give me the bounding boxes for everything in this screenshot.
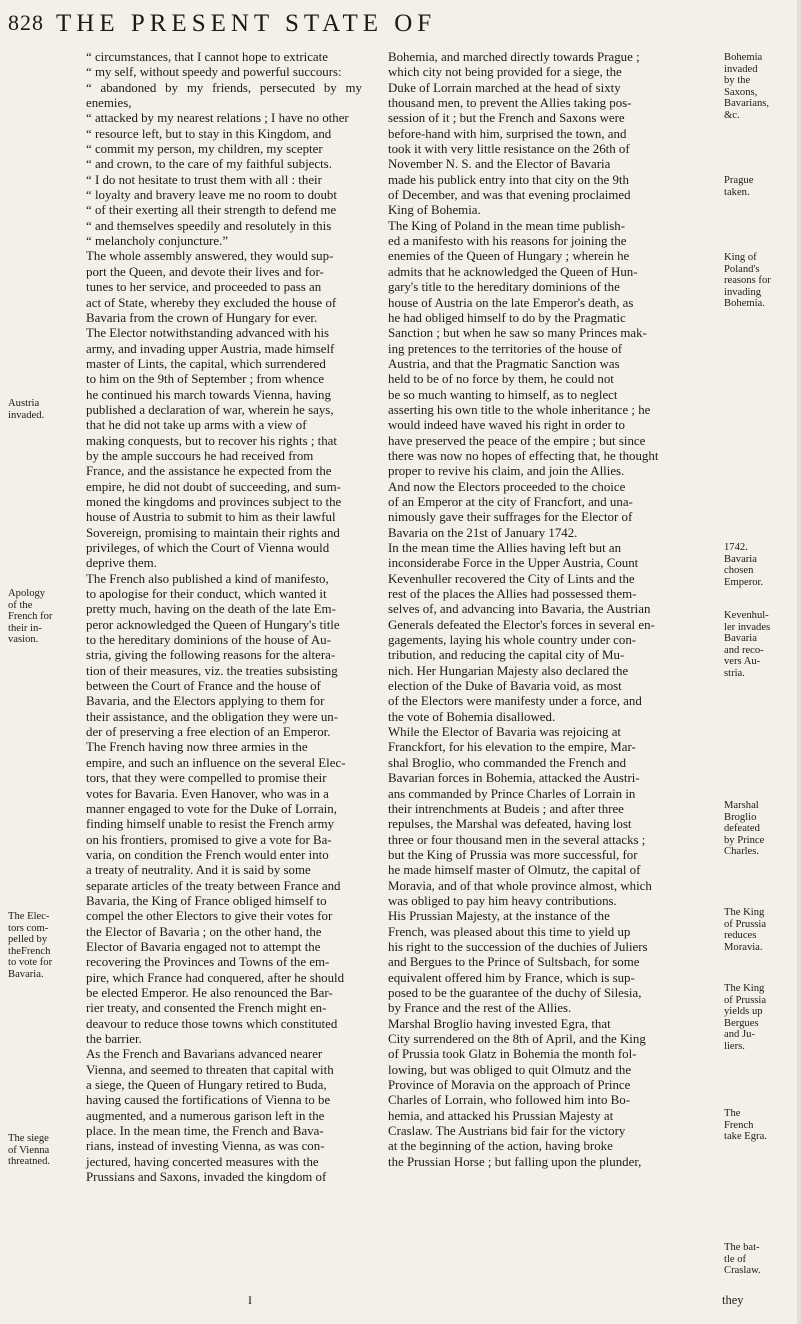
running-head: THE PRESENT STATE OF xyxy=(56,10,437,37)
margin-note: The Elec- tors com- pelled by theFrench to vote for Bavaria. xyxy=(8,911,53,980)
page-number: 828 xyxy=(8,10,44,35)
page-header xyxy=(0,10,801,44)
margin-note: King of Poland's reasons for invading Bohemia. xyxy=(724,252,771,310)
left-text-column: “ circumstances, that I cannot hope to extricate “ my self, without speedy and powerful succours: “ abandoned by my friends, persecuted by my enemies, “ attacked by my nearest relations ; I have no other “ resource left, but to stay in this Kingdom, and “ commit my person, my children, my scepter “ and crown, to the care of my faithful subjects. “ I do not hesitate to trust them with all : their “ loyalty and bravery leave me no room to doubt “ of their exerting all their strength to defend me “ and themselves speedily and resolutely in this “ melancholy conjuncture.” The whole assembly answered, they would sup- port the Queen, and devote their lives and for- tunes to her service, and proceeded to pass an act of State, whereby they excluded the house of Bavaria from the crown of Hungary for ever. The Elector notwithstanding advanced with his army, and invading upper Austria, made himself master of Lints, the capital, which surrendered to him on the 9th of September ; from whence he continued his march towards Vienna, having published a declaration of war, wherein he says, that he did not take up arms with a view of making conquests, but to recover his rights ; that by the ample succours he had received from France, and the assistance he expected from the empire, he did not doubt of succeeding, and sum- moned the kingdoms and provinces subject to the house of Austria to submit to him as their lawful Sovereign, promising to maintain their rights and privileges, of which the Court of Vienna would deprive them. The French also published a kind of manifesto, to apologise for their conduct, which wanted it pretty much, having on the death of the late Em- peror acknowledged the Queen of Hungary's title to the hereditary dominions of the house of Au- stria, giving the following reasons for the altera- tion of their measures, viz. the treaties subsisting between the Court of France and the house of Bavaria, and the Electors applying to them for their assistance, and the obligation they were un- der of preserving a free election of an Emperor. The French having now three armies in the empire, and such an influence on the several Elec- tors, that they were compelled to promise their votes for Bavaria. Even Hanover, who was in a manner engaged to vote for the Duke of Lorrain, finding himself unable to resist the French army on his frontiers, promised to give a vote for Ba- varia, on condition the French would enter into a treaty of neutrality. And it is said by some separate articles of the treaty between France and Bavaria, the King of France obliged himself to compel the other Electors to give their votes for the Elector of Bavaria ; on the other hand, the Elector of Bavaria engaged not to attempt the recovering the Provinces and Towns of the em- pire, which France had conquered, after he should be elected Emperor. He also renounced the Bar- rier treaty, and consented the French might en- deavour to reduce those towns which constituted the barrier. As the French and Bavarians advanced nearer Vienna, and seemed to threaten that capital with a siege, the Queen of Hungary retired to Buda, having caused the fortifications of Vienna to be augmented, and a numerous garison left in the place. In the mean time, the French and Bava- rians, instead of investing Vienna, as was con- jectured, having concerted measures with the Prussians and Saxons, invaded the kingdom of xyxy=(86,50,362,1185)
margin-note: Apology of the French for their in- vasion. xyxy=(8,588,53,646)
margin-note: 1742. Bavaria chosen Emperor. xyxy=(724,542,764,588)
margin-note: The King of Prussia reduces Moravia. xyxy=(724,907,767,953)
catchword: they xyxy=(722,1293,744,1307)
margin-note: Marshal Broglio defeated by Prince Charles. xyxy=(724,800,765,858)
margin-note: The French take Egra. xyxy=(724,1108,767,1143)
signature-mark: I xyxy=(248,1293,252,1307)
margin-note: Kevenhul- ler invades Bavaria and reco- vers Au- stria. xyxy=(724,610,771,679)
margin-note: The King of Prussia yields up Bergues and Ju- liers. xyxy=(724,983,767,1052)
page-edge xyxy=(797,0,801,1324)
margin-note: Prague taken. xyxy=(724,175,754,198)
margin-note: The siege of Vienna threatned. xyxy=(8,1133,51,1168)
right-text-column: Bohemia, and marched directly towards Prague ; which city not being provided for a siege, the Duke of Lorrain marched at the head of sixty thousand men, to prevent the Allies taking pos- session of it ; but the French and Saxons were before-hand with him, surprised the town, and took it with very little resistance on the 26th of November N. S. and the Elector of Bavaria made his publick entry into that city on the 9th of December, and was that evening proclaimed King of Bohemia. The King of Poland in the mean time publish- ed a manifesto with his reasons for joining the enemies of the Queen of Hungary ; wherein he admits that he acknowledged the Queen of Hun- gary's title to the hereditary dominions of the house of Austria on the late Emperor's death, as he had obliged himself to do by the Pragmatic Sanction ; but when he saw so many Princes mak- ing pretences to the territories of the house of Austria, and that the Pragmatic Sanction was held to be of no force by them, he could not be so much wanting to himself, as to neglect asserting his own title to the whole inheritance ; he would indeed have waved his right in order to have preserved the peace of the empire ; but since there was now no hopes of effecting that, he thought proper to revive his claim, and join the Allies. And now the Electors proceeded to the choice of an Emperor at the city of Francfort, and una- nimously gave their suffrages for the Elector of Bavaria on the 21st of January 1742. In the mean time the Allies having left but an inconsiderabe Force in the Upper Austria, Count Kevenhuller recovered the City of Lints and the rest of the places the Allies had possessed them- selves of, and advancing into Bavaria, the Austrian Generals defeated the Elector's forces in several en- gagements, laying his whole country under con- tribution, and reducing the capital city of Mu- nich. Her Hungarian Majesty also declared the election of the Duke of Bavaria void, as most of the Electors were manifesty under a force, and the vote of Bohemia disallowed. While the Elector of Bavaria was rejoicing at Franckfort, for his elevation to the empire, Mar- shal Broglio, who commanded the French and Bavarian forces in Bohemia, attacked the Austri- ans commanded by Prince Charles of Lorrain in their intrenchments at Budeis ; and after three repulses, the Marshal was defeated, having lost three or four thousand men in the several attacks ; but the King of Prussia was more successful, for he made himself master of Olmutz, the capital of Moravia, and of that whole province almost, which was obliged to pay him heavy contributions. His Prussian Majesty, at the instance of the French, was pleased about this time to yield up his right to the succession of the duchies of Juliers and Bergues to the Prince of Sultsbach, for some equivalent offered him by France, which is sup- posed to be the guarantee of the duchy of Silesia, by France and the rest of the Allies. Marshal Broglio having invested Egra, that City surrendered on the 8th of April, and the King of Prussia took Glatz in Bohemia the month fol- lowing, but was obliged to quit Olmutz and the Province of Moravia on the approach of Prince Charles of Lorrain, who followed him into Bo- hemia, and attacked his Prussian Majesty at Craslaw. The Austrians bid fair for the victory at the beginning of the action, having broke the Prussian Horse ; but falling upon the plunder, xyxy=(388,50,659,1169)
margin-note: Austria invaded. xyxy=(8,398,45,421)
margin-note: The bat- tle of Craslaw. xyxy=(724,1242,761,1277)
margin-note: Bohemia invaded by the Saxons, Bavarians, &c. xyxy=(724,52,770,121)
